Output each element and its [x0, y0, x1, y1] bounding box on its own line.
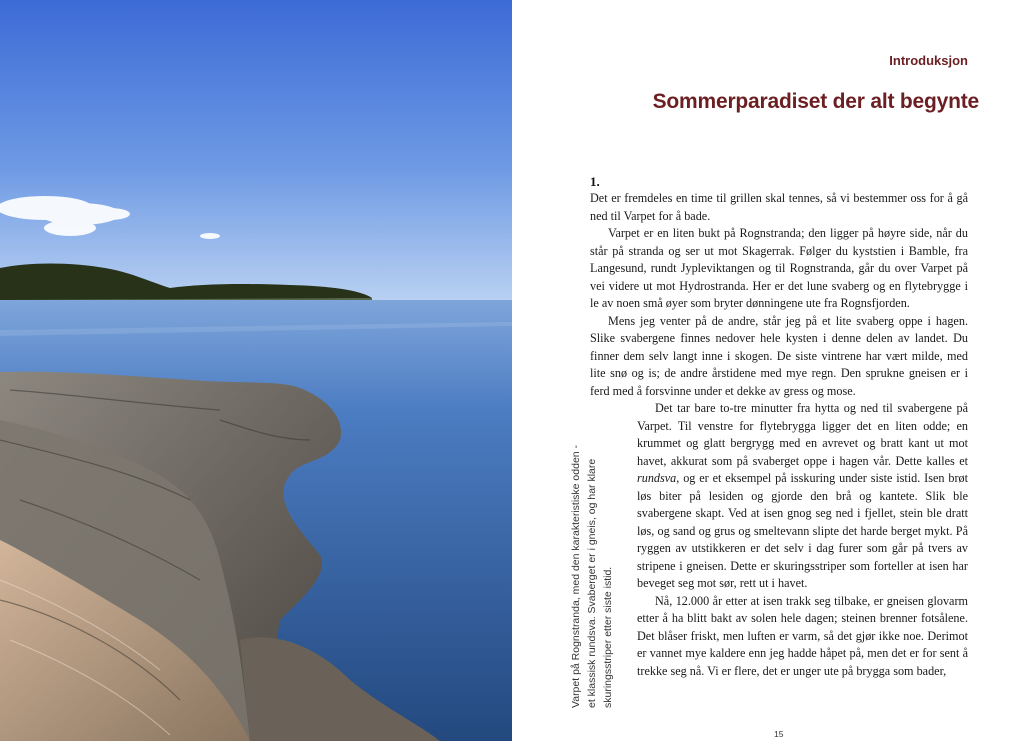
paragraph: Varpet er en liten bukt på Rognstranda; den ligger på høyre side, når du står på stranda og ser ut mot Skagerrak. Følger du kyststien i Bamble, fra Langesund, rundt Jypleviktangen og til Rognstranda, går du over Varpet på vei videre ut mot Hydrostranda. Her er det lune svaberg og en flytebrygge i le av noen små øyer som bryter dønningene ute fra Rognsfjorden. [590, 226, 968, 310]
paragraph: Det er fremdeles en time til grillen skal tennes, så vi bestemmer oss for å gå ned til Varpet for å bade. [590, 191, 968, 223]
caption-text: Varpet på Rognstranda, med den karakteristiske odden - et klassisk rundsva. Svaberget er i gneis, og har klare skuringsstriper etter siste istid. [570, 444, 614, 708]
paragraph-text: Det tar bare to-tre minutter fra hytta og ned til svabergene på Varpet. Til venstre for flytebrygga ligger det en liten odde; en krummet og glatt bergrygg med en avrevet og bratt kant ut mot havet, akkurat som på svaberget oppe i hagen vår. Dette kalles et [637, 401, 968, 468]
emphasized-term: rundsva [637, 471, 677, 485]
page-number: 15 [774, 729, 784, 739]
paragraph: Mens jeg venter på de andre, står jeg på et lite svaberg oppe i hagen. Slike svabergene finnes nedover hele kysten i denne delen av landet. Du finner dem selv langt inne i skogen. De siste vintrene har vært milde, med lite snø og is; de andre årstidene med mye regn. Den sprukne gneisen er i ferd med å forsvinne under et dekke av gress og mose. [590, 313, 968, 398]
body-text-narrow-column [637, 400, 968, 680]
chapter-title: Sommerparadiset der alt begynte [652, 90, 979, 113]
body-text-full-width [590, 190, 968, 400]
paragraph-text: , og er et eksempel på isskuring under siste istid. Isen brøt løs biter på lesiden og gjorde den brå og kantete. Slik ble svabergene skapt. Ved at isen gnog seg ned i fjellet, stein ble dratt løs, og sand og grus og smeltevann slipte det harde berget mykt. På ryggen av utstikkeren er det selv i dag furer som går på tvers av stripene i gneisen. Dette er skuringsstriper som forteller at isen har beveget seg mot sør, rett ut i havet. [637, 471, 968, 590]
photo-caption [568, 440, 616, 708]
section-number: 1. [590, 174, 600, 189]
section-label: Introduksjon [889, 53, 968, 68]
paragraph [637, 400, 968, 593]
paragraph: Nå, 12.000 år etter at isen trakk seg tilbake, er gneisen glovarm etter å ha blitt bakt av solen hele dagen; steinen brenner fotsålene. Det blåser friskt, men luften er varm, så det gjør ikke noe. Derimot er vannet mye kaldere enn jeg hadde håpet på, men det er for sent å trekke seg nå. Vi er flere, det er unger ute på brygga som bader, [637, 593, 968, 678]
